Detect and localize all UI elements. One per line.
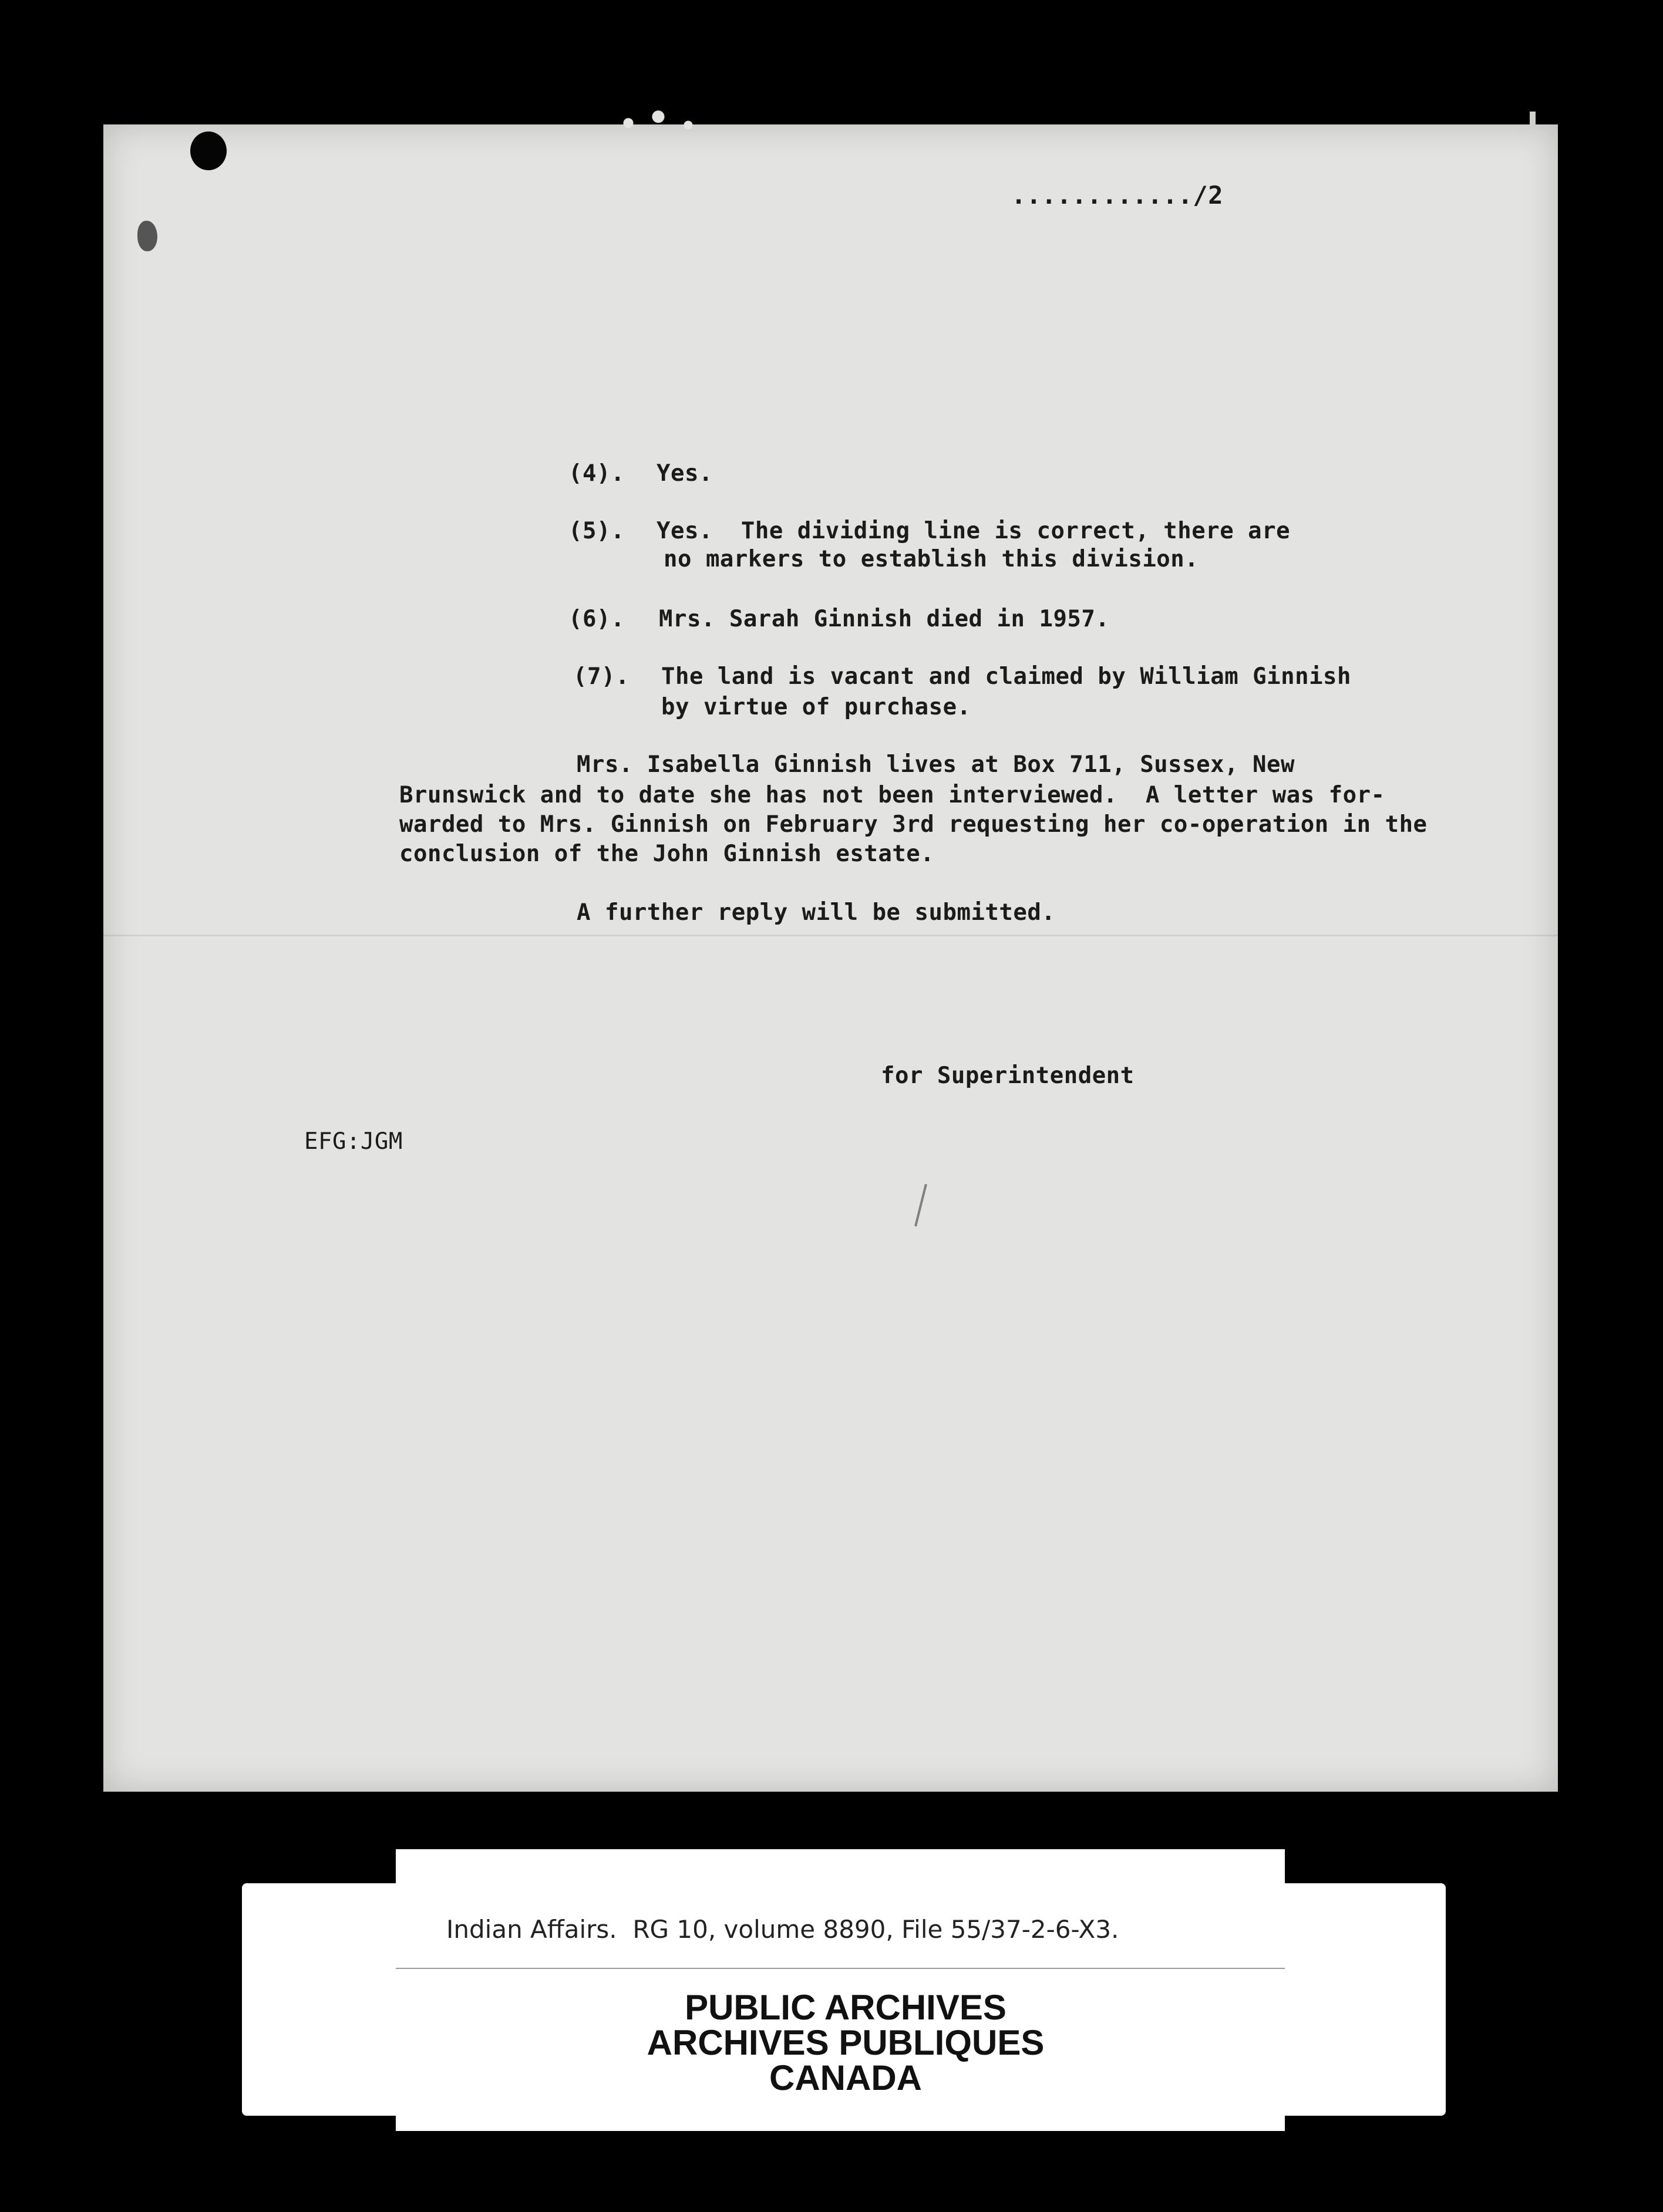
- paragraph-2: A further reply will be submitted.: [577, 899, 1056, 926]
- signature-line: for Superintendent: [881, 1063, 1135, 1089]
- paragraph-1-line-2: Brunswick and to date she has not been interviewed. A letter was for-: [399, 782, 1385, 808]
- item-number-4: (4).: [568, 460, 625, 487]
- item-text-5-line-1: Yes. The dividing line is correct, there are: [657, 518, 1291, 544]
- paragraph-1-line-1: Mrs. Isabella Ginnish lives at Box 711, Sussex, New: [577, 751, 1295, 778]
- archive-heading-en: PUBLIC ARCHIVES: [685, 1988, 1006, 2027]
- fold-line: [103, 935, 1558, 936]
- typed-page: [103, 124, 1558, 1792]
- archive-label-divider: [396, 1968, 1285, 1969]
- ink-smudge: [137, 221, 157, 251]
- punch-hole: [190, 131, 227, 170]
- item-number-5: (5).: [568, 518, 625, 544]
- item-text-5-line-2: no markers to establish this division.: [664, 546, 1199, 572]
- archive-heading-country: CANADA: [769, 2058, 922, 2098]
- archive-reference: Indian Affairs. RG 10, volume 8890, File 55/37-2-6-X3.: [446, 1915, 1119, 1944]
- torn-staple-mark: [608, 110, 708, 131]
- item-text-4-line-1: Yes.: [657, 460, 713, 487]
- item-number-7: (7).: [573, 663, 629, 690]
- page-number-marker: ............/2: [1011, 181, 1224, 210]
- item-text-6-line-1: Mrs. Sarah Ginnish died in 1957.: [659, 606, 1110, 632]
- item-text-7-line-2: by virtue of purchase.: [661, 694, 971, 720]
- paragraph-1-line-4: conclusion of the John Ginnish estate.: [399, 841, 935, 867]
- paragraph-1-line-3: warded to Mrs. Ginnish on February 3rd requesting her co-operation in the: [399, 811, 1428, 838]
- typist-initials: EFG:JGM: [304, 1128, 403, 1155]
- item-number-6: (6).: [568, 606, 625, 632]
- item-text-7-line-1: The land is vacant and claimed by William Ginnish: [661, 663, 1352, 690]
- archive-heading-fr: ARCHIVES PUBLIQUES: [647, 2023, 1045, 2062]
